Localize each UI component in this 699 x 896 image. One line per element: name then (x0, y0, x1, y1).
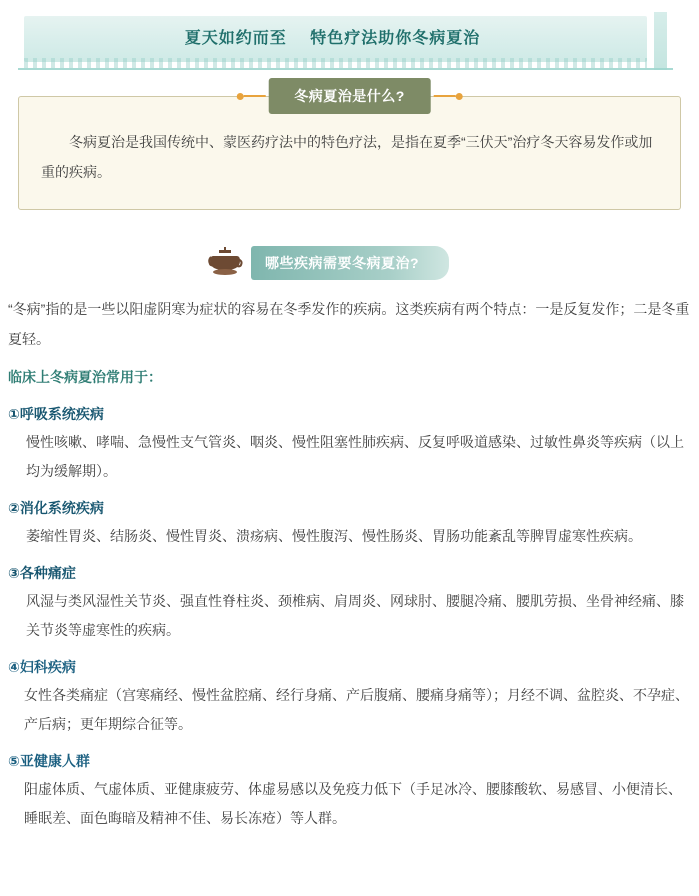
ribbon-dot-left-icon (236, 93, 243, 100)
definition-heading-ribbon (236, 78, 463, 114)
list-item (8, 494, 691, 551)
list-item (8, 559, 691, 645)
diseases-lead: 临床上冬病夏治常用于： (8, 369, 162, 385)
item-title-respiratory: ①呼吸系统疾病 (8, 406, 104, 422)
banner-underline (18, 68, 673, 70)
definition-heading: 冬病夏治是什么? (268, 78, 431, 114)
item-title-pain: ③各种痛症 (8, 565, 76, 581)
list-item (8, 747, 691, 833)
diseases-intro: “冬病”指的是一些以阳虚阴寒为症状的容易在冬季发作的疾病。这类疾病有两个特点：一是反复发作；二是冬重夏轻。 (8, 301, 690, 347)
ribbon-dash-right-icon (434, 95, 456, 97)
item-body-respiratory: 慢性咳嗽、哮喘、急慢性支气管炎、咽炎、慢性阻塞性肺疾病、反复呼吸道感染、过敏性鼻炎等疾病（以上均为缓解期）。 (26, 434, 684, 479)
definition-paragraph: 冬病夏治是我国传统中、蒙医药疗法中的特色疗法，是指在夏季“三伏天”治疗冬天容易发作或加重的疾病。 (41, 134, 653, 180)
item-title-digestive: ②消化系统疾病 (8, 500, 104, 516)
item-title-subhealth: ⑤亚健康人群 (8, 753, 90, 769)
banner-title-part2: 特色疗法助你冬病夏治 (310, 30, 481, 47)
item-body-subhealth: 阳虚体质、气虚体质、亚健康疲劳、体虚易感以及免疫力低下（手足冰冷、腰膝酸软、易感冒、小便清长、睡眠差、面色晦暗及精神不佳、易长冻疮）等人群。 (24, 781, 682, 826)
ribbon-dot-right-icon (456, 93, 463, 100)
list-item (8, 400, 691, 486)
banner-title-part1: 夏天如约而至 (184, 30, 287, 47)
item-body-pain: 风湿与类风湿性关节炎、强直性脊柱炎、颈椎病、肩周炎、网球肘、腰腿冷痛、腰肌劳损、坐骨神经痛、膝关节炎等虚寒性的疾病。 (26, 593, 684, 638)
diseases-content (6, 294, 693, 833)
teapot-icon (205, 244, 245, 282)
page-banner (18, 12, 681, 74)
list-item (8, 653, 691, 739)
definition-card (18, 88, 681, 210)
diseases-heading: 哪些疾病需要冬病夏治? (251, 246, 449, 280)
diseases-section-header (0, 244, 699, 290)
banner-accent-bar (654, 12, 667, 70)
item-title-gynecology: ④妇科疾病 (8, 659, 76, 675)
item-body-gynecology: 女性各类痛症（宫寒痛经、慢性盆腔痛、经行身痛、产后腹痛、腰痛身痛等）；月经不调、盆腔炎、不孕症、产后病；更年期综合征等。 (24, 687, 689, 732)
item-body-digestive: 萎缩性胃炎、结肠炎、慢性胃炎、溃疡病、慢性腹泻、慢性肠炎、胃肠功能紊乱等脾胃虚寒性疾病。 (26, 528, 642, 544)
ribbon-dash-left-icon (243, 95, 265, 97)
banner-title (18, 25, 647, 48)
